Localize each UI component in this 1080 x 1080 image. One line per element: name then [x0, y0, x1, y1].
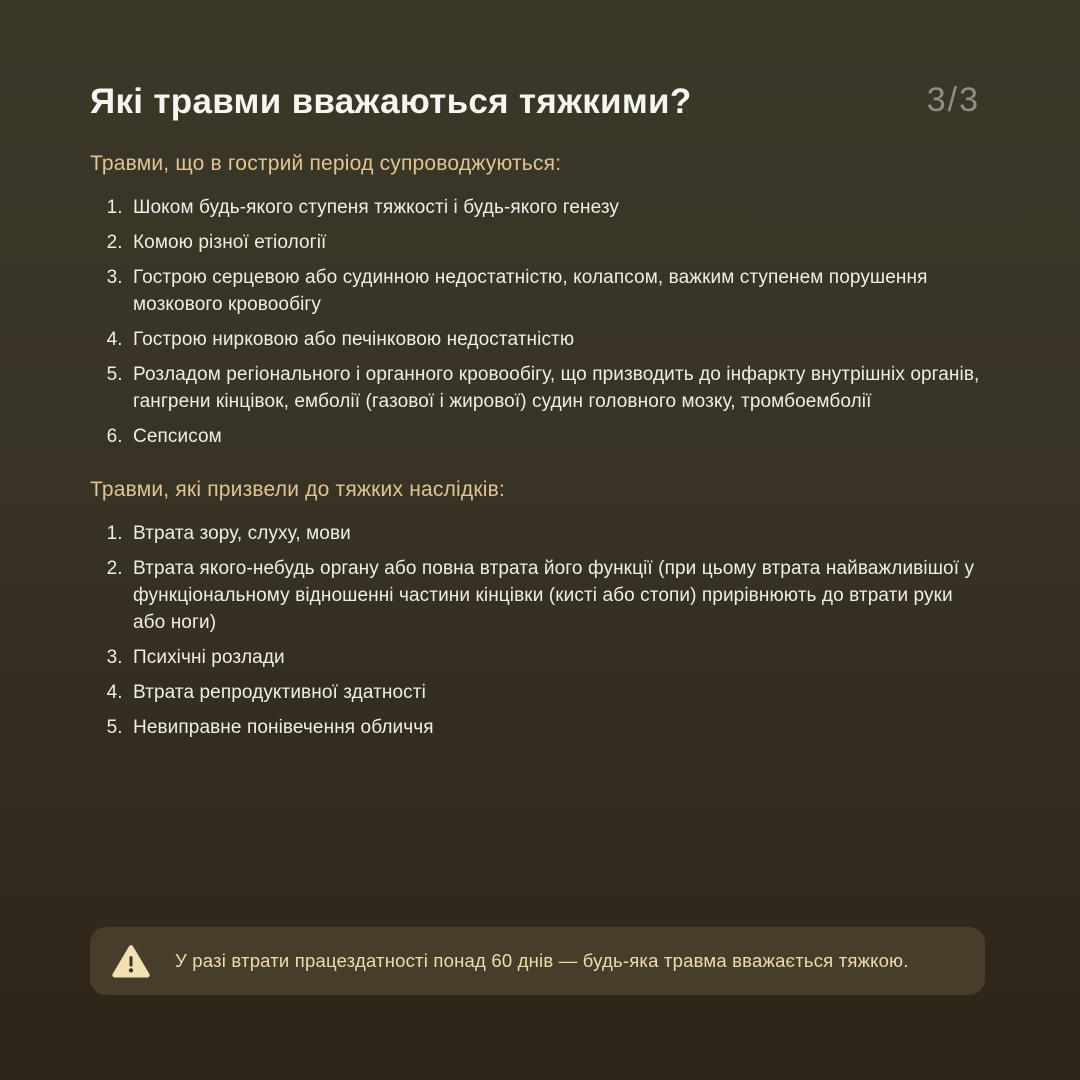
list-item: 4. Втрата репродуктивної здатності — [128, 680, 980, 707]
list-item: 3. Психічні розлади — [128, 645, 980, 672]
list-item: 4. Гострою нирковою або печінковою недостатністю — [128, 327, 980, 354]
list-item: 1. Шоком будь-якого ступеня тяжкості і будь-якого генезу — [128, 195, 980, 222]
page-title: Які травми вважаються тяжкими? — [90, 82, 692, 121]
section-heading: Травми, які призвели до тяжких наслідків: — [90, 477, 506, 501]
list-item: 3. Гострою серцевою або судинною недостатністю, колапсом, важким ступенем порушення мозкового кровообігу — [128, 265, 980, 319]
list-item: 5. Невиправне понівечення обличчя — [128, 715, 980, 742]
list-item: 1. Втрата зору, слуху, мови — [128, 521, 980, 548]
section-severe-consequences — [90, 478, 980, 742]
list-item: 2. Комою різної етіології — [128, 230, 980, 257]
page-indicator: 3/3 — [926, 81, 980, 119]
header — [90, 82, 980, 122]
section-list — [90, 521, 980, 742]
notice-banner — [90, 927, 985, 995]
warning-triangle-icon — [112, 944, 150, 979]
list-item: 5. Розладом регіонального і органного кровообігу, що призводить до інфаркту внутрішніх органів, гангрени кінцівок, емболії (газової і жирової) судин головного мозку, тромбоемболії — [128, 362, 980, 416]
list-item: 6. Сепсисом — [128, 424, 980, 451]
section-acute-period — [90, 152, 980, 451]
list-item: 2. Втрата якого-небудь органу або повна втрата його функції (при цьому втрата найважливішої у функціональному відношенні частини кінцівки (кисті або стопи) прирівнюють до втрати руки або ноги) — [128, 556, 980, 637]
section-heading: Травми, що в гострий період супроводжуються: — [90, 152, 562, 175]
notice-text: У разі втрати працездатності понад 60 днів — будь-яка травма вважається тяжкою. — [175, 949, 909, 971]
section-list — [90, 195, 980, 451]
